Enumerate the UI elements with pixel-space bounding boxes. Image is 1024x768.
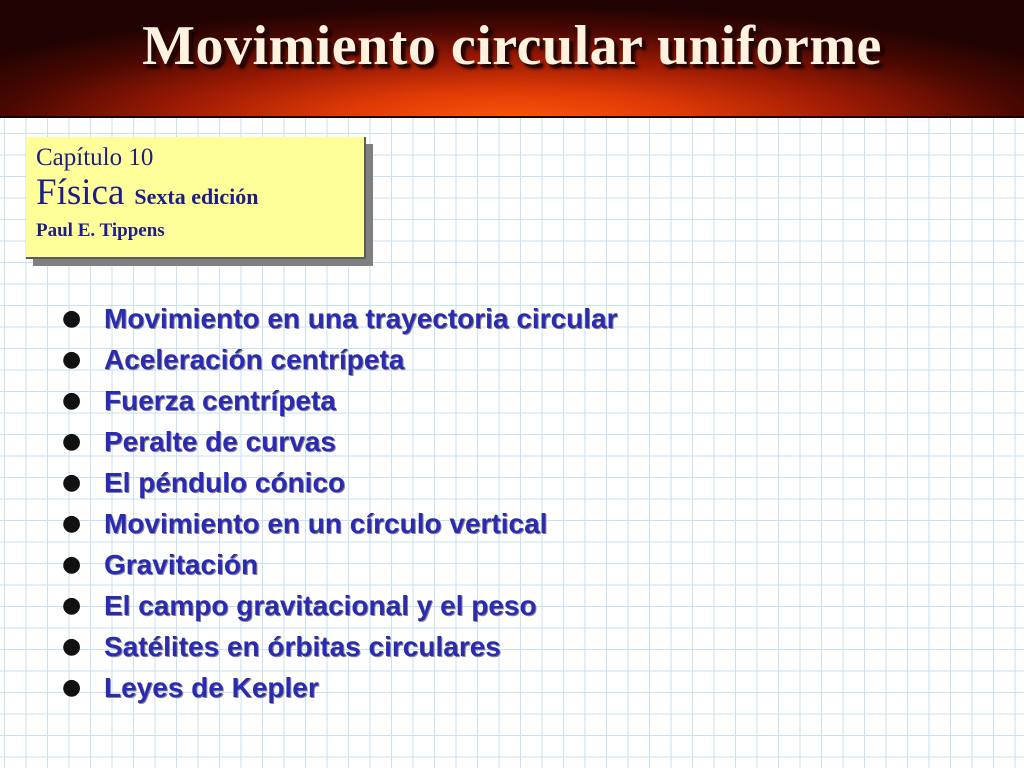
slide-title: Movimiento circular uniforme — [142, 15, 882, 77]
bullet-icon: ● — [62, 347, 82, 372]
topic-item — [62, 462, 618, 503]
topic-item — [62, 421, 618, 462]
book-title: Física — [36, 172, 125, 213]
bullet-icon: ● — [62, 675, 82, 700]
book-edition: Sexta edición — [134, 184, 259, 209]
bullet-icon: ● — [62, 511, 82, 536]
bullet-icon: ● — [62, 552, 82, 577]
bullet-icon: ● — [62, 429, 82, 454]
book-title-line — [36, 173, 354, 220]
topic-label: Aceleración centrípeta — [104, 343, 405, 375]
topic-label: Satélites en órbitas circulares — [104, 630, 501, 662]
bullet-icon: ● — [62, 470, 82, 495]
topic-item — [62, 544, 618, 585]
topic-label: Movimiento en un círculo vertical — [104, 507, 548, 539]
topic-label: Gravitación — [104, 548, 259, 580]
topic-item — [62, 380, 618, 421]
topic-item — [62, 339, 618, 380]
topic-label: Fuerza centrípeta — [104, 384, 336, 416]
topic-item — [62, 503, 618, 544]
topic-label: Peralte de curvas — [104, 425, 336, 457]
topic-list — [62, 298, 618, 708]
topic-label: El campo gravitacional y el peso — [104, 589, 537, 621]
topic-label: Movimiento en una trayectoria circular — [104, 302, 618, 334]
topic-item — [62, 626, 618, 667]
topic-label: Leyes de Kepler — [104, 671, 319, 703]
topic-label: El péndulo cónico — [104, 466, 346, 498]
chapter-label: Capítulo 10 — [36, 144, 154, 171]
bullet-icon: ● — [62, 306, 82, 331]
bullet-icon: ● — [62, 593, 82, 618]
book-author: Paul E. Tippens — [36, 220, 165, 241]
topic-item — [62, 585, 618, 626]
bullet-icon: ● — [62, 634, 82, 659]
topic-item — [62, 298, 618, 339]
topic-item — [62, 667, 618, 708]
title-banner — [0, 0, 1024, 118]
book-info-box — [26, 137, 366, 259]
bullet-icon: ● — [62, 388, 82, 413]
